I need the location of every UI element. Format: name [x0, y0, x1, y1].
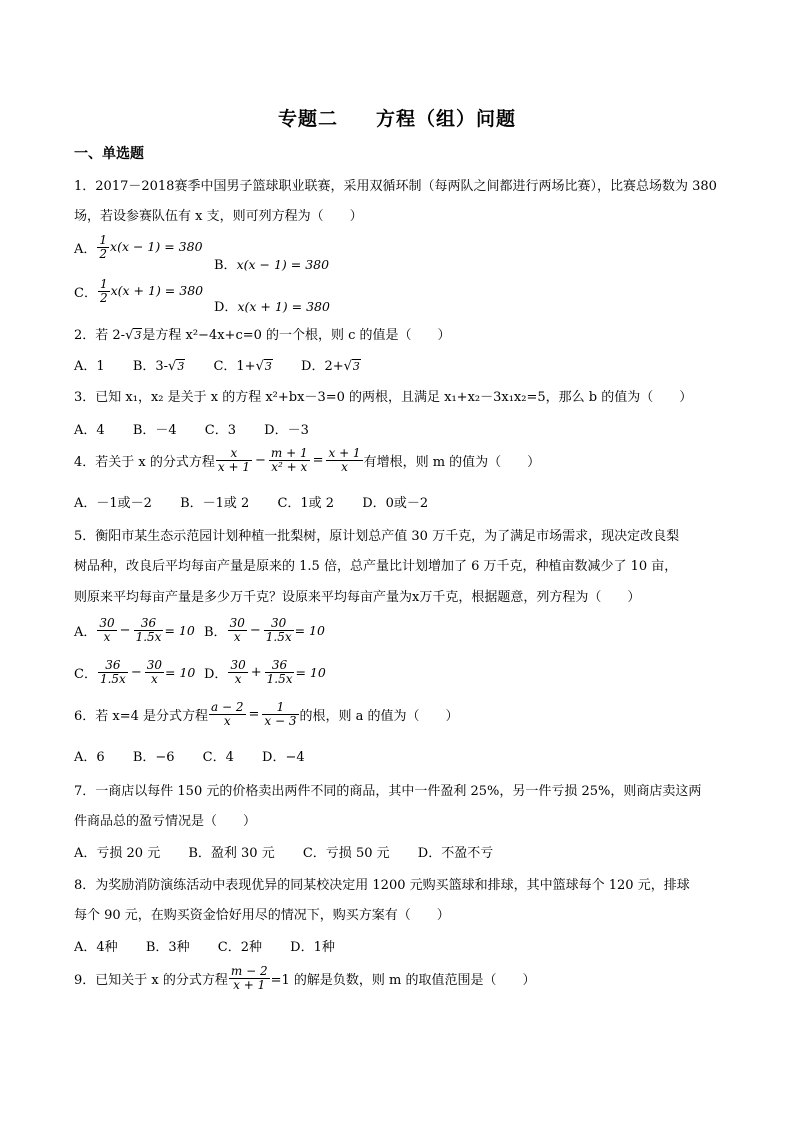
q1-option-c: C． $\frac{1}{2}$ x(x + 1) = 380: [74, 277, 204, 305]
q2-option-b: B．3-√3: [132, 359, 185, 374]
q6-option-a: A．6: [74, 750, 105, 765]
q2-stem: 2．若 2-√3是方程 x²−4x+c=0 的一个根，则 c 的值是（ ）: [74, 328, 451, 343]
q7-option-d: D．不盈不亏: [417, 846, 494, 861]
q5-stem-line1: 5．衡阳市某生态示范园计划种植一批梨树，原计划总产值 30 万千克，为了满足市场需求，现决定改良梨: [74, 529, 680, 544]
q7-option-a: A．亏损 20 元: [74, 846, 161, 861]
q1-option-d: D．x(x + 1) = 380: [214, 299, 330, 315]
page-title: [0, 104, 794, 131]
q2-options: [74, 359, 385, 375]
q4-stem: 4．若关于 x 的分式方程 $\frac{x}{x + 1}$ − $\frac{m + 1}{\text{x² + x}}$ = $\frac{x + 1}{x}$ 有增根，则 m 的值为（ ）: [74, 446, 541, 474]
q4-option-a: A．－1或－2: [74, 496, 152, 511]
title-topic-name: 方程（组）问题: [376, 108, 517, 130]
q5-option-d: D． $\frac{30}{x}$ + $\frac{36}{1.5x}$ = 10: [204, 658, 326, 686]
q3-option-a: A．4: [74, 423, 105, 438]
q7-option-b: B．盈利 30 元: [188, 846, 275, 861]
q1-option-b: B．x(x − 1) = 380: [214, 257, 330, 273]
q7-options: [74, 846, 517, 862]
q1-stem-line2: 场，若设参赛队伍有 x 支，则可列方程为（ ）: [74, 209, 363, 224]
q6-option-d: D．−4: [262, 750, 305, 765]
q5-stem-line3: 则原来平均每亩产量是多少万千克？设原来平均每亩产量为x万千克，根据题意，列方程为（ ）: [74, 590, 641, 605]
q4-option-c: C．1或 2: [277, 496, 335, 511]
q1-stem-line1: 1．2017－2018赛季中国男子篮球职业联赛，采用双循环制（每两队之间都进行两场比赛），比赛总场数为 380: [74, 179, 717, 194]
q7-option-c: C．亏损 50 元: [302, 846, 390, 861]
q7-stem-line2: 件商品总的盈亏情况是（ ）: [74, 814, 257, 829]
sqrt-symbol-icon: √3: [125, 328, 142, 343]
q3-options: [74, 423, 333, 439]
q7-stem-line1: 7．一商店以每件 150 元的价格卖出两件不同的商品，其中一件盈利 25%，另一件亏损 25%，则商店卖这两: [74, 784, 702, 799]
q6-option-c: C．4: [202, 750, 234, 765]
q8-options: [74, 940, 359, 956]
q4-options: [74, 496, 452, 512]
q3-stem: 3．已知 x₁，x₂ 是关于 x 的方程 x²+bx－3=0 的两根，且满足 x₁+x₂－3x₁x₂=5，那么 b 的值为（ ）: [74, 390, 693, 405]
q5-option-c: C． $\frac{36}{1.5x}$ − $\frac{30}{x}$ = 10: [74, 658, 196, 686]
q8-option-b: B．3种: [145, 940, 190, 955]
title-topic-number: 专题二: [277, 108, 338, 130]
q6-stem: 6．若 x=4 是分式方程 $\frac{a - 2}{x}$ = $\frac{1}{x - 3}$ 的根，则 a 的值为（ ）: [74, 700, 459, 728]
q5-stem-line2: 树品种，改良后平均每亩产量是原来的 1.5 倍，总产量比计划增加了 6 万千克，种植亩数减少了 10 亩，: [74, 559, 678, 574]
q2-option-c: C．1+√3: [213, 359, 272, 374]
q4-option-b: B．－1或 2: [180, 496, 250, 511]
q8-stem-line1: 8．为奖励消防演练活动中表现优异的同某校决定用 1200 元购买篮球和排球，其中篮球每个 120 元，排球: [74, 878, 690, 893]
q9-stem: 9．已知关于 x 的分式方程 $\frac{m - 2}{x + 1}$ =1 的解是负数，则 m 的取值范围是（ ）: [74, 964, 536, 992]
q8-option-a: A．4种: [74, 940, 118, 955]
q6-option-b: B．−6: [132, 750, 175, 765]
q3-option-b: B．－4: [132, 423, 177, 438]
q2-option-d: D．2+√3: [301, 359, 360, 374]
q5-option-b: B． $\frac{30}{x}$ − $\frac{30}{1.5x}$ = 10: [204, 616, 325, 644]
q8-stem-line2: 每个 90 元，在购买资金恰好用尽的情况下，购买方案有（ ）: [74, 908, 450, 923]
q3-option-c: C．3: [204, 423, 236, 438]
q6-options: [74, 750, 329, 766]
q8-option-d: D．1种: [290, 940, 335, 955]
q5-option-a: A． $\frac{30}{x}$ − $\frac{36}{1.5x}$ = 10: [74, 616, 195, 644]
q8-option-c: C．2种: [217, 940, 262, 955]
q4-option-d: D．0或－2: [362, 496, 429, 511]
q1-option-a: A． $\frac{1}{2}$ x(x − 1) = 380: [74, 233, 203, 261]
q3-option-d: D．－3: [264, 423, 309, 438]
q2-option-a: A．1: [74, 359, 105, 374]
section-heading: 一、单选题: [74, 146, 144, 162]
